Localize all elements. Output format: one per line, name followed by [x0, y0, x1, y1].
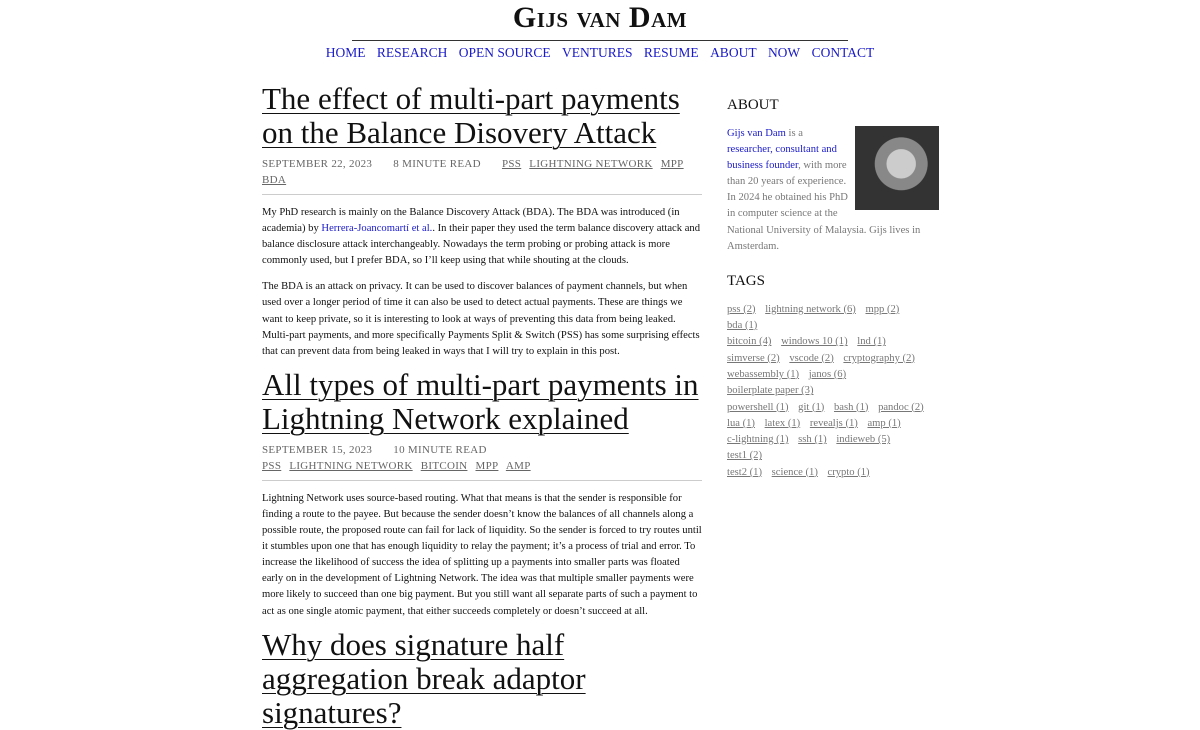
- tag-link[interactable]: crypto (1): [827, 466, 870, 478]
- tag-link[interactable]: test2 (1): [727, 466, 763, 478]
- post-title[interactable]: Why does signature half aggregation break adaptor signatures?: [262, 626, 586, 730]
- post-tag[interactable]: LIGHTNING NETWORK: [289, 459, 413, 472]
- post-date: SEPTEMBER 22, 2023: [262, 158, 373, 170]
- sidebar: [727, 97, 939, 481]
- post-tag[interactable]: PSS: [501, 158, 522, 170]
- nav-home[interactable]: HOME: [325, 45, 366, 60]
- tag-link[interactable]: pss (2): [727, 303, 756, 315]
- nav-resume[interactable]: RESUME: [643, 45, 699, 60]
- post-meta: [262, 442, 702, 474]
- post-list: [262, 82, 702, 730]
- tag-cloud: [727, 302, 939, 481]
- tag-link[interactable]: bitcoin (4): [727, 336, 772, 348]
- avatar: [855, 126, 939, 210]
- nav-about[interactable]: ABOUT: [710, 45, 757, 60]
- post-read-time: 8 MINUTE READ: [393, 158, 481, 170]
- excerpt-text: . In their paper they used the term balance discovery attack and balance disclosure attack interchangeably. Nowadays the term probing or probing attack is more commonly used, but I prefer BDA, so I’ll keep using that while shouting at the clouds.: [262, 223, 700, 267]
- post-tag[interactable]: BDA: [262, 174, 287, 186]
- tag-link[interactable]: ssh (1): [798, 434, 827, 446]
- post-read-time: 10 MINUTE READ: [393, 443, 487, 456]
- tag-link[interactable]: science (1): [771, 466, 818, 478]
- tag-link[interactable]: bash (1): [833, 401, 869, 413]
- about-text: is a: [785, 128, 803, 139]
- tag-link[interactable]: git (1): [798, 401, 825, 413]
- nav-research[interactable]: RESEARCH: [376, 45, 448, 60]
- nav-divider: [352, 40, 848, 41]
- tag-link[interactable]: revealjs (1): [809, 417, 858, 429]
- post-tag[interactable]: LIGHTNING NETWORK: [529, 158, 653, 170]
- tag-link[interactable]: test1 (2): [727, 450, 763, 462]
- post-item: [262, 628, 702, 730]
- nav-now[interactable]: NOW: [767, 45, 801, 60]
- post-tag[interactable]: BITCOIN: [420, 459, 468, 472]
- tag-link[interactable]: latex (1): [764, 417, 801, 429]
- tag-link[interactable]: vscode (2): [789, 352, 834, 364]
- roles-link[interactable]: researcher, consultant and business founder: [727, 144, 837, 172]
- tag-link[interactable]: indieweb (5): [836, 434, 891, 446]
- tag-link[interactable]: powershell (1): [727, 401, 789, 413]
- tag-link[interactable]: cryptography (2): [843, 352, 915, 364]
- post-tag[interactable]: MPP: [660, 158, 684, 170]
- post-meta: [262, 156, 702, 188]
- about-section: [727, 126, 939, 255]
- tags-heading: TAGS: [727, 272, 765, 289]
- author-link[interactable]: Gijs van Dam: [727, 128, 786, 139]
- tag-link[interactable]: c-lightning (1): [727, 434, 789, 446]
- citation-link[interactable]: Herrera-Joancomartí et al.: [321, 223, 433, 235]
- about-text: , with more than 20 years of experience. In 2024 he obtained his PhD in computer science at the National University of Malaysia. Gijs lives in Amsterdam.: [727, 160, 921, 252]
- post-item: [262, 82, 702, 360]
- tag-link[interactable]: simverse (2): [727, 352, 780, 364]
- main-nav: [0, 45, 1200, 61]
- post-title[interactable]: The effect of multi-part payments on the Balance Disovery Attack: [262, 81, 680, 150]
- post-title[interactable]: All types of multi-part payments in Lightning Network explained: [262, 366, 699, 436]
- post-tag[interactable]: MPP: [475, 459, 499, 472]
- post-tag[interactable]: AMP: [505, 459, 531, 472]
- tag-link[interactable]: janos (6): [808, 368, 847, 380]
- post-excerpt: [262, 205, 702, 269]
- nav-ventures[interactable]: VENTURES: [562, 45, 633, 60]
- meta-divider: [262, 480, 702, 481]
- tag-link[interactable]: amp (1): [867, 417, 901, 429]
- tag-link[interactable]: mpp (2): [865, 303, 900, 315]
- tag-link[interactable]: windows 10 (1): [781, 336, 848, 348]
- tag-link[interactable]: bda (1): [727, 320, 758, 332]
- post-tag[interactable]: PSS: [262, 459, 282, 472]
- post-excerpt: Lightning Network uses source-based routing. What that means is that the sender is responsible for finding a route to the payee. But because the sender doesn’t know the balances of all channels along a possible route, the proposed route can fail for lack of liquidity. So the sender is forced to try routes until it stumbles upon one that has enough liquidity to relay the payment; it’s a process of trial and error. To increase the likelihood of success the idea of splitting up a payments into smaller parts was floated early on in the development of Lightning Network. The idea was that multiple smaller payments were more likely to succeed than one big payment. But you still want all separate parts of such a payment to act as one single atomic payment, that either succeeds completely or doesn’t succeed at all.: [262, 492, 702, 617]
- excerpt-text: My PhD research is mainly on the Balance Discovery Attack (BDA). The BDA was introduced (in academia) by: [262, 207, 680, 235]
- nav-contact[interactable]: CONTACT: [811, 45, 875, 60]
- tag-link[interactable]: lnd (1): [857, 336, 886, 348]
- post-date: SEPTEMBER 15, 2023: [262, 443, 373, 456]
- site-title[interactable]: Gijs van Dam: [512, 1, 688, 34]
- tag-link[interactable]: lua (1): [727, 417, 755, 429]
- tag-link[interactable]: boilerplate paper (3): [727, 385, 814, 397]
- tag-link[interactable]: pandoc (2): [878, 401, 924, 413]
- about-heading: ABOUT: [727, 97, 779, 113]
- tag-link[interactable]: lightning network (6): [765, 303, 856, 315]
- meta-divider: [262, 194, 702, 195]
- tag-link[interactable]: webassembly (1): [727, 368, 800, 380]
- post-item: [262, 368, 702, 620]
- post-excerpt: The BDA is an attack on privacy. It can be used to discover balances of payment channels, but when used over a longer period of time it can also be used to detect actual payments. These are things we want to keep private, so it is interesting to look at ways of preventing this data from being leaked. Multi-part payments, and more specifically Payments Split & Switch (PSS) has some surprising effects that can prevent data from being leaked in ways that I will try to explain in this post.: [262, 281, 700, 357]
- nav-open-source[interactable]: OPEN SOURCE: [458, 45, 551, 60]
